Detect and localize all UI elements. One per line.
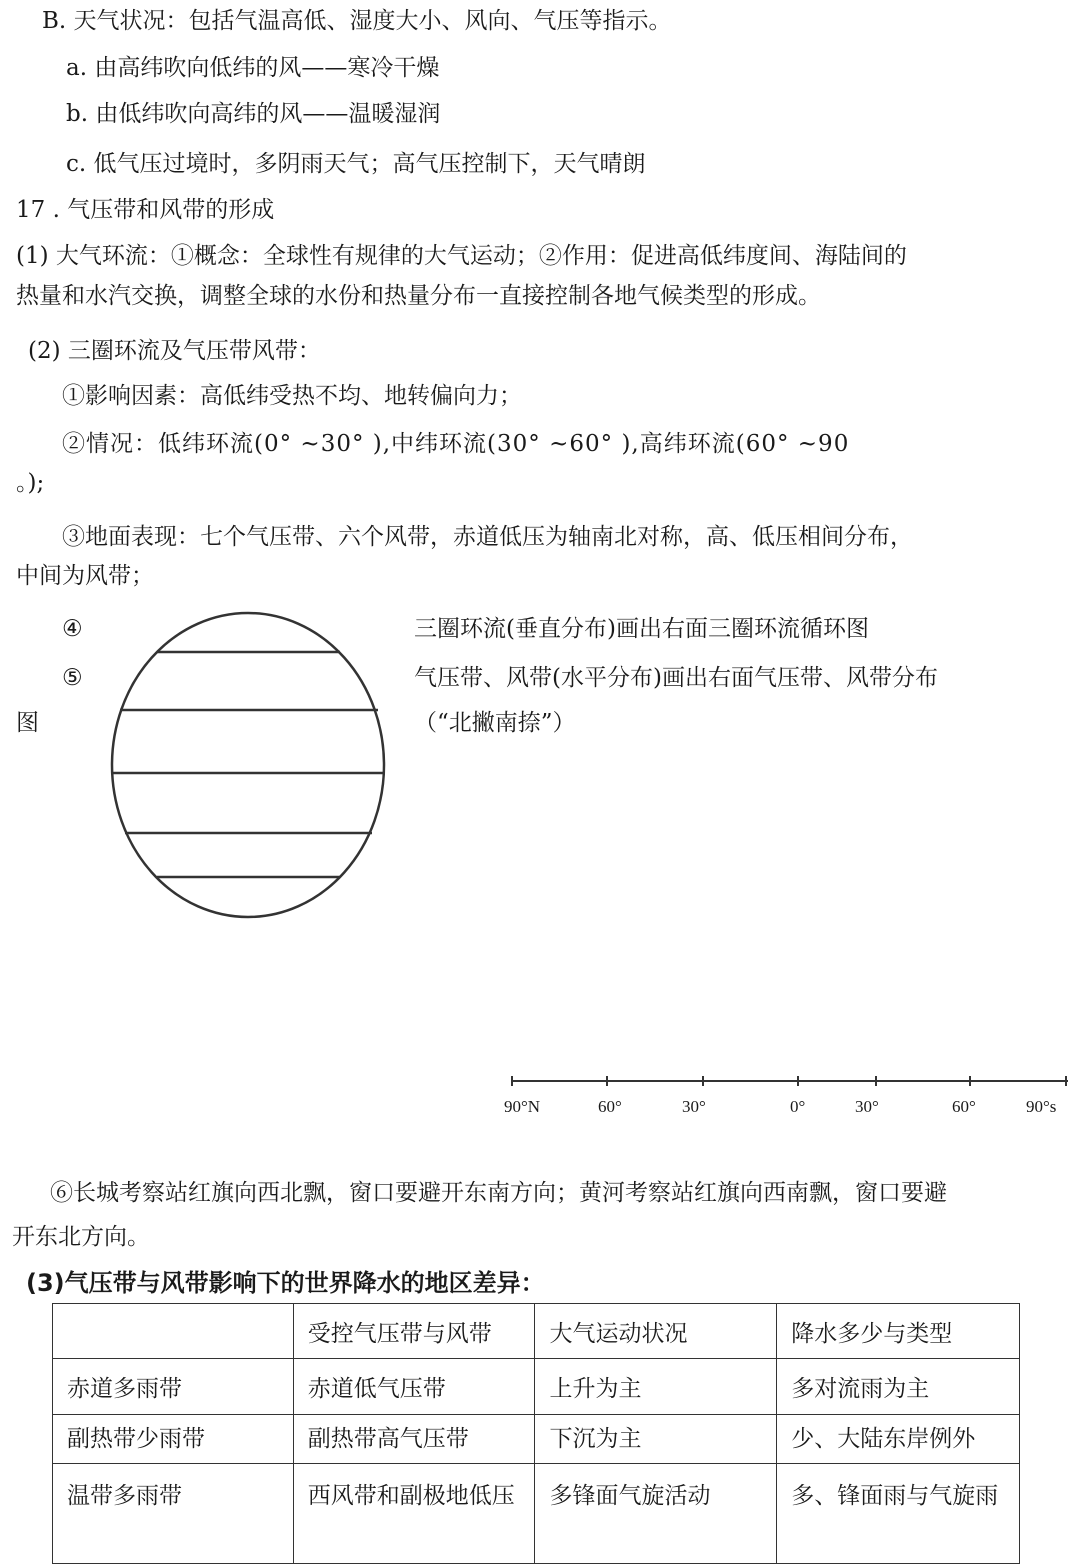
table-row xyxy=(53,1463,1020,1563)
surface-pattern-line2: 中间为风带； xyxy=(16,563,154,589)
item-5-tail: 图 xyxy=(16,710,39,736)
three-cell-heading: (2) 三圈环流及气压带风带： xyxy=(28,338,321,364)
table-cell: 西风带和副极地低压 xyxy=(293,1463,535,1563)
table-cell: 少、大陆东岸例外 xyxy=(777,1414,1020,1463)
table-cell: 赤道低气压带 xyxy=(293,1359,535,1414)
table-header-row xyxy=(53,1304,1020,1359)
table-cell: 多、锋面雨与气旋雨 xyxy=(777,1463,1020,1563)
circulation-situation-line1: ②情况：低纬环流(0° ~30° ),中纬环流(30° ~60° ),高纬环流(60° ~90 xyxy=(62,431,850,457)
table-cell: 温带多雨带 xyxy=(53,1463,294,1563)
table-row xyxy=(53,1414,1020,1463)
axis-label-90S: 90°s xyxy=(1026,1097,1057,1116)
influencing-factors: ①影响因素：高低纬受热不均、地转偏向力； xyxy=(62,383,522,409)
item-4-text: 三圈环流(垂直分布)画出右面三圈环流循环图 xyxy=(414,616,869,642)
table-cell: 多对流雨为主 xyxy=(777,1359,1020,1414)
wind-item-b: b. 由低纬吹向高纬的风——温暖湿润 xyxy=(66,101,441,127)
item-5-number: ⑤ xyxy=(62,665,83,691)
axis-label-0: 0° xyxy=(790,1097,806,1116)
item-5-note: （“北撇南捺”） xyxy=(414,710,576,736)
axis-label-60N: 60° xyxy=(598,1097,622,1116)
table-row xyxy=(53,1359,1020,1414)
circulation-situation-line2: 。); xyxy=(16,470,45,496)
table-cell: 多锋面气旋活动 xyxy=(535,1463,777,1563)
wind-item-c: c. 低气压过境时，多阴雨天气；高气压控制下，天气晴朗 xyxy=(66,151,646,177)
axis-label-60S: 60° xyxy=(952,1097,976,1116)
observation-station-line2: 开东北方向。 xyxy=(12,1224,150,1250)
table-header-cell: 大气运动状况 xyxy=(535,1304,777,1359)
table-cell: 上升为主 xyxy=(535,1359,777,1414)
table-header-cell: 受控气压带与风带 xyxy=(293,1304,535,1359)
axis-label-30N: 30° xyxy=(682,1097,706,1116)
surface-pattern-line1: ③地面表现：七个气压带、六个风带，赤道低压为轴南北对称，高、低压相间分布， xyxy=(62,524,913,550)
precipitation-table xyxy=(52,1303,1020,1564)
table-header-cell: 降水多少与类型 xyxy=(777,1304,1020,1359)
axis-label-30S: 30° xyxy=(855,1097,879,1116)
table-cell: 下沉为主 xyxy=(535,1414,777,1463)
table-header-cell xyxy=(53,1304,294,1359)
item-5-text: 气压带、风带(水平分布)画出右面气压带、风带分布 xyxy=(414,665,938,691)
circulation-concept-line2: 热量和水汽交换，调整全球的水份和热量分布一直接控制各地气候类型的形成。 xyxy=(16,283,821,309)
precipitation-section-title: (3)气压带与风带影响下的世界降水的地区差异： xyxy=(26,1269,545,1297)
axis-label-90N: 90°N xyxy=(504,1097,541,1116)
table-cell: 赤道多雨带 xyxy=(53,1359,294,1414)
circulation-concept-line1: (1) 大气环流：①概念：全球性有规律的大气运动；②作用：促进高低纬度间、海陆间的 xyxy=(16,243,907,269)
item-4-number: ④ xyxy=(62,616,83,642)
observation-station-line1: ⑥长城考察站红旗向西北飘，窗口要避开东南方向；黄河考察站红旗向西南飘，窗口要避 xyxy=(50,1180,947,1206)
section-17-heading: 17 . 气压带和风带的形成 xyxy=(16,197,275,223)
table-cell: 副热带少雨带 xyxy=(53,1414,294,1463)
table-cell: 副热带高气压带 xyxy=(293,1414,535,1463)
wind-item-a: a. 由高纬吹向低纬的风——寒冷干燥 xyxy=(66,55,440,81)
weather-conditions-line: B. 天气状况：包括气温高低、湿度大小、风向、气压等指示。 xyxy=(42,8,672,34)
